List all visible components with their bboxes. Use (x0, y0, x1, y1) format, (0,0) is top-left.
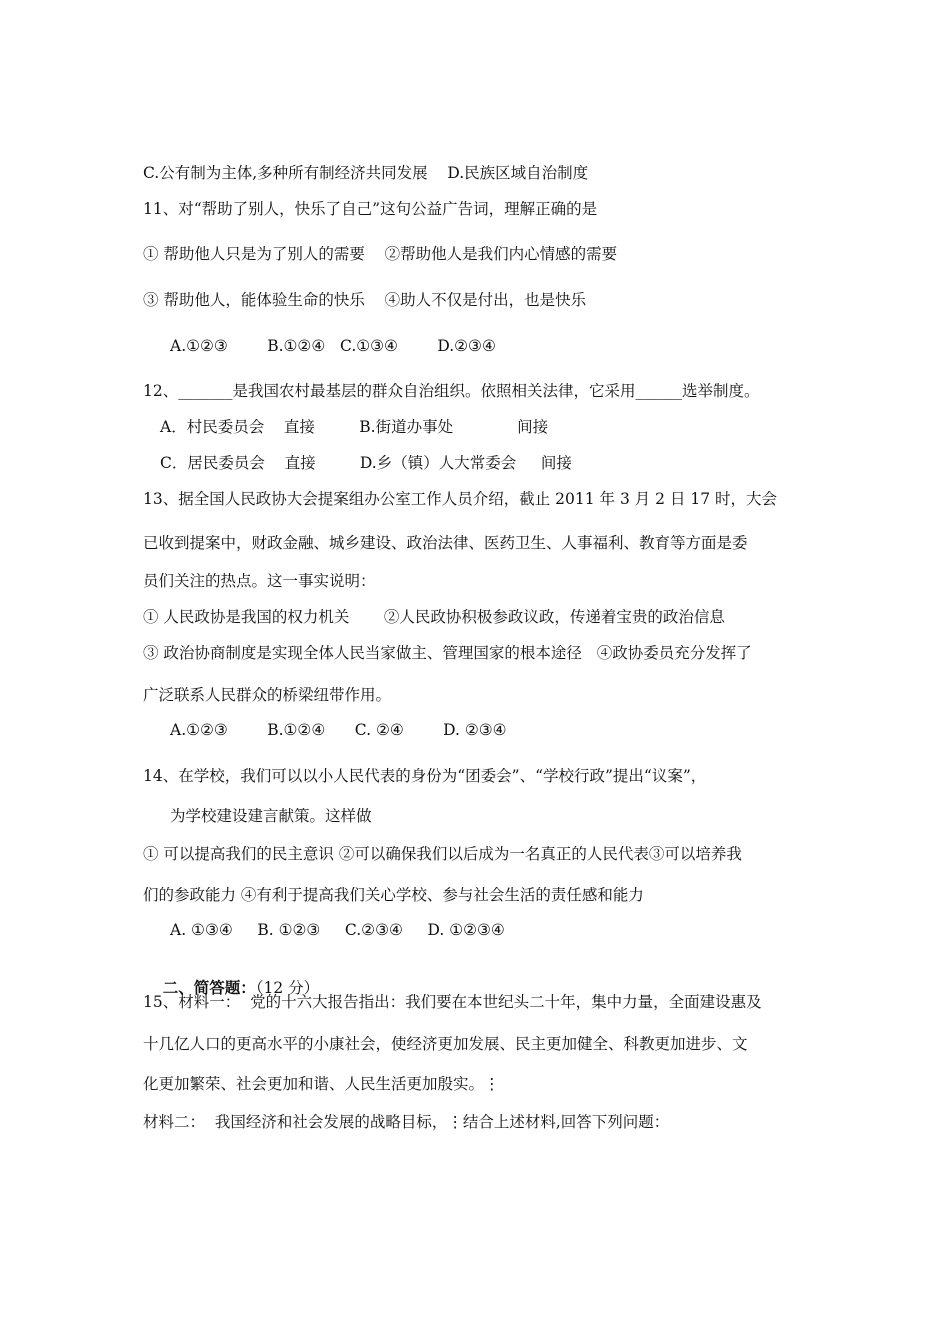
q13-statements-1-2: ① 人民政协是我国的权力机关 ②人民政协积极参政议政，传递着宝贵的政治信息 (143, 608, 725, 626)
q11-statements-1-2: ① 帮助他人只是为了别人的需要 ②帮助他人是我们内心情感的需要 (143, 245, 618, 263)
q10-option-cd: C.公有制为主体,多种所有制经济共同发展 D.民族区域自治制度 (143, 164, 589, 182)
q14-stem-line1: 14、在学校，我们可以以小人民代表的身份为“团委会”、“学校行政”提出“议案”， (143, 767, 707, 785)
q11-options: A.①②③ B.①②④ C.①③④ D.②③④ (170, 337, 496, 355)
q14-options: A. ①③④ B. ①②③ C.②③④ D. ①②③④ (170, 921, 505, 939)
q14-statements-line2: 们的参政能力 ④有利于提高我们关心学校、参与社会生活的责任感和能力 (143, 886, 644, 904)
q14-stem-line2: 为学校建设建言献策。这样做 (170, 807, 372, 825)
q12-options-cd: C．居民委员会 直接 D.乡（镇）人大常委会 间接 (160, 454, 572, 472)
q12-options-ab: A．村民委员会 直接 B.街道办事处 间接 (160, 418, 549, 436)
q13-statement-4-cont: 广泛联系人民群众的桥梁纽带作用。 (143, 686, 392, 704)
q13-stem-line2: 已收到提案中，财政金融、城乡建设、政治法律、医药卫生、人事福利、教育等方面是委 (143, 534, 748, 552)
q14-statements-line1: ① 可以提高我们的民主意识 ②可以确保我们以后成为一名真正的人民代表③可以培养我 (143, 845, 742, 863)
q13-options: A.①②③ B.①②④ C. ②④ D. ②③④ (170, 721, 507, 739)
q12-stem: 12、_______是我国农村最基层的群众自治组织。依照相关法律，它采用______选举制度。 (143, 382, 760, 400)
q13-stem-line3: 员们关注的热点。这一事实说明： (143, 572, 376, 590)
q13-statements-3-4: ③ 政治协商制度是实现全体人民当家做主、管理国家的根本途径 ④政协委员充分发挥了 (143, 644, 752, 662)
q15-material2: 材料二： 我国经济和社会发展的战略目标，⋮结合上述材料,回答下列问题： (143, 1113, 670, 1131)
q15-material1-line2: 十几亿人口的更高水平的小康社会，使经济更加发展、民主更加健全、科教更加进步、文 (143, 1035, 748, 1053)
q11-statements-3-4: ③ 帮助他人，能体验生命的快乐 ④助人不仅是付出，也是快乐 (143, 291, 587, 309)
section-points: （12 分） (255, 979, 320, 997)
q15-material1-line1: 15、材料一： 党的十六大报告指出：我们要在本世纪头二十年，集中力量，全面建设惠及 (143, 993, 762, 1011)
q13-stem-line1: 13、据全国人民政协大会提案组办公室工作人员介绍，截止 2011 年 3 月 2 日 17 时，大会 (143, 490, 778, 508)
q15-material1-line3: 化更加繁荣、社会更加和谐、人民生活更加殷实。⋮ (143, 1075, 500, 1093)
section-title: 二、简答题： (162, 978, 256, 997)
q11-stem: 11、对“帮助了别人，快乐了自己”这句公益广告词，理解正确的是 (143, 200, 598, 218)
